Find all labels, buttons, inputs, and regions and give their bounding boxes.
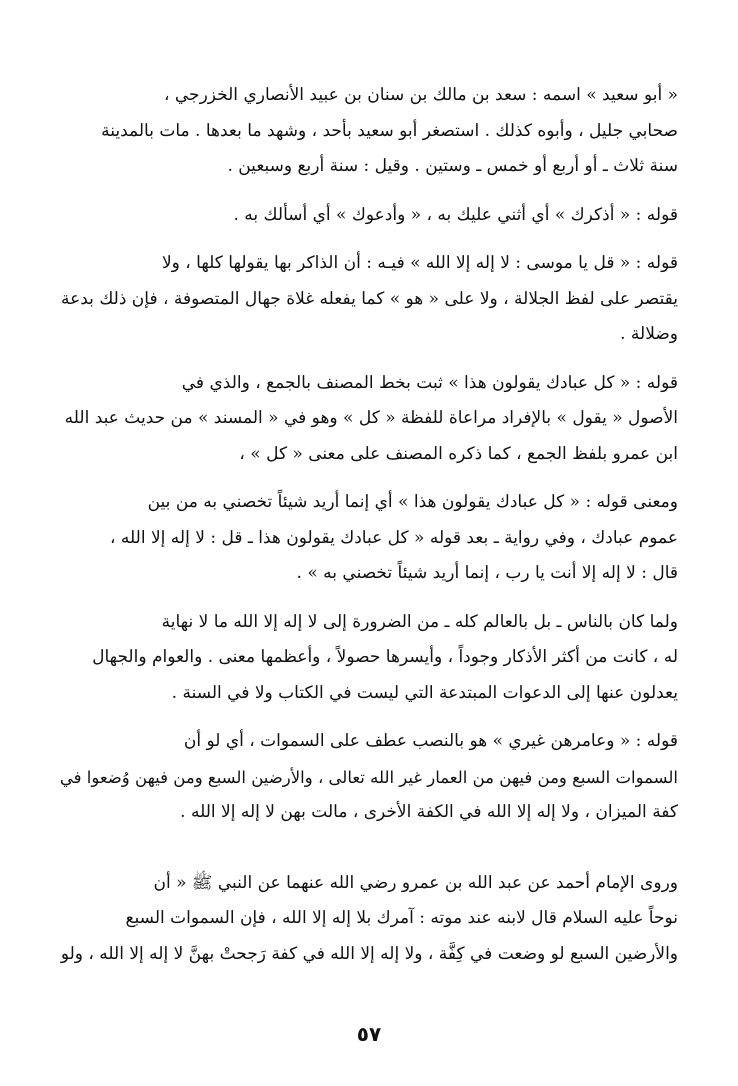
paragraph-necessity bbox=[60, 605, 678, 712]
section-gap bbox=[60, 844, 678, 866]
text-line: السموات السبع ومن فيهن من العمار غير الله تعالى ، والأرضين السبع ومن فيهن وُضعوا في bbox=[60, 767, 678, 787]
paragraph-hadith-nuh bbox=[60, 866, 678, 973]
paragraph-abu-said bbox=[60, 78, 678, 185]
text-line: يعدلون عنها إلى الدعوات المبتدعة التي ليست في الكتاب ولا في السنة . bbox=[171, 682, 678, 703]
text-line: وضلالة . bbox=[620, 324, 678, 344]
text-line: قوله : « وعامرهن غيري » هو بالنصب عطف على السموات ، أي لو أن bbox=[183, 731, 678, 751]
page-number: ٥٧ bbox=[356, 1022, 382, 1046]
paragraph-qul-ya-musa bbox=[60, 246, 678, 353]
text-line: سنة ثلاث ـ أو أربع أو خمس ـ وستين . وقيل : سنة أربع وسبعين . bbox=[227, 156, 678, 176]
text-line: صحابي جليل ، وأبوه كذلك . استصغر أبو سعيد بأحد ، وشهد ما بعدها . مات بالمدينة bbox=[101, 120, 678, 141]
paragraph-adhkuruka bbox=[60, 198, 678, 234]
paragraph-meaning bbox=[60, 485, 678, 592]
text-line: ولما كان بالناس ـ بل بالعالم كله ـ من الضرورة إلى لا إله إلا الله ما لا نهاية bbox=[161, 611, 678, 632]
paragraph-amiruhunna bbox=[60, 724, 678, 831]
text-line: وروى الإمام أحمد عن عبد الله بن عمرو رضي الله عنهما عن النبي ﷺ « أن bbox=[153, 872, 678, 893]
text-line: يقتصر على لفظ الجلالة ، ولا على « هو » كما يفعله غلاة جهال المتصوفة ، فإن ذلك بدعة bbox=[61, 288, 678, 309]
text-line: له ، كانت من أكثر الأذكار وجوداً ، وأيسرها حصولاً ، وأعظمها معنى . والعوام والجهال bbox=[92, 647, 678, 667]
text-line: عموم عبادك ، وفي رواية ـ بعد قوله « كل عبادك يقولون هذا ـ قل : لا إله إلا الله ، bbox=[110, 527, 678, 548]
text-line: قوله : « كل عبادك يقولون هذا » ثبت بخط المصنف بالجمع ، والذي في bbox=[181, 372, 678, 393]
text-line: قال : لا إله إلا أنت يا رب ، إنما أريد شيئاً تخصني به » . bbox=[296, 563, 678, 583]
text-line: قوله : « أذكرك » أي أثني عليك به ، « وأدعوك » أي أسألك به . bbox=[233, 204, 678, 225]
text-line: كفة الميزان ، ولا إله إلا الله في الكفة الأخرى ، مالت بهن لا إله إلا الله . bbox=[180, 802, 678, 822]
text-line: « أبو سعيد » اسمه : سعد بن مالك بن سنان بن عبيد الأنصاري الخزرجي ، bbox=[164, 85, 678, 105]
paragraph-kull-ibadik bbox=[60, 366, 678, 473]
text-line: قوله : « قل يا موسى : لا إله إلا الله » فيـه : أن الذاكر بها يقولها كلها ، ولا bbox=[161, 253, 678, 273]
text-line: الأصول « يقول » بالإفراد مراعاة للفظة « كل » وهو في « المسند » من حديث عبد الله bbox=[64, 408, 678, 428]
text-line: نوحاً عليه السلام قال لابنه عند موته : آمرك بلا إله إلا الله ، فإن السموات السبع bbox=[125, 908, 678, 928]
text-line: والأرضين السبع لو وضعت في كِفَّة ، ولا إله إلا الله في كفة رَجحتْ بهنَّ لا إله إلا الله ، ولو bbox=[60, 943, 678, 964]
page-body bbox=[60, 78, 678, 985]
text-line: ابن عمرو بلفظ الجمع ، كما ذكره المصنف على معنى « كل » ، bbox=[239, 443, 678, 464]
text-line: ومعنى قوله : « كل عبادك يقولون هذا » أي إنما أريد شيئاً تخصني به من بين bbox=[147, 492, 678, 512]
